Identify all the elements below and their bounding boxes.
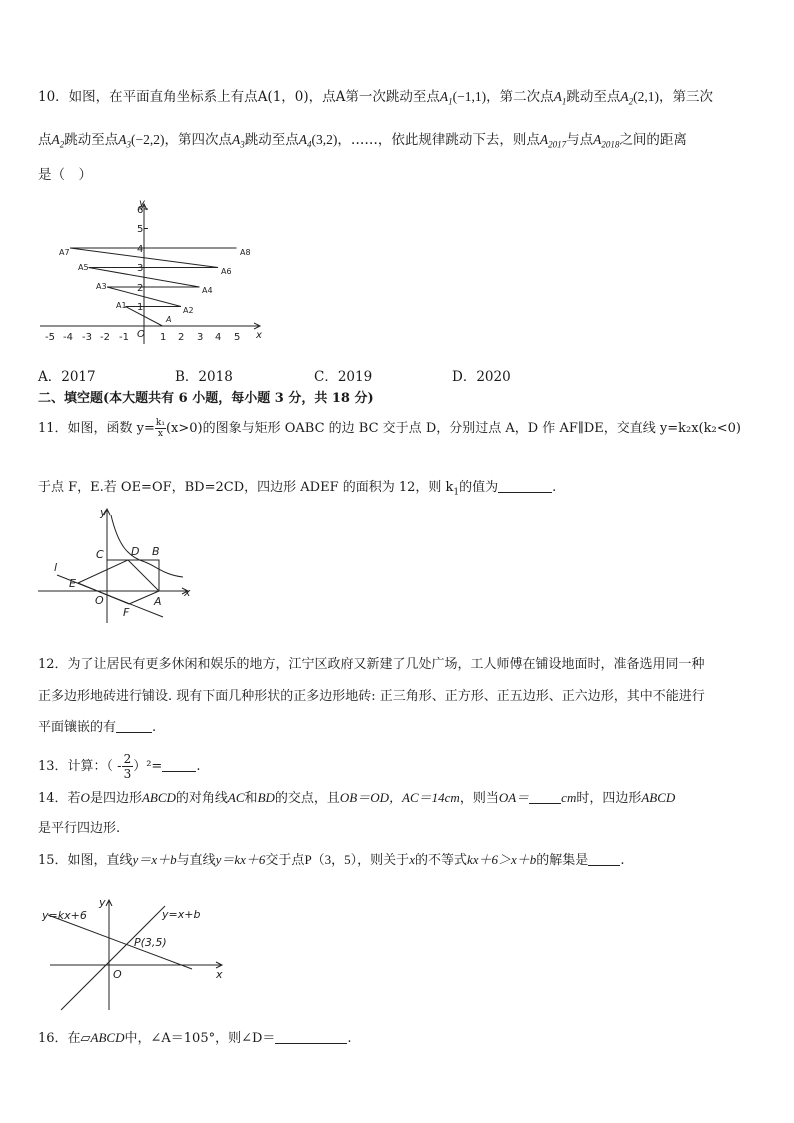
point-label-a8: A8	[240, 248, 251, 257]
choice-a: A．2017	[38, 369, 96, 385]
q16-answer-blank[interactable]	[275, 1029, 347, 1044]
label-e: E	[69, 577, 76, 590]
q10-point-a: A(1，0)	[257, 89, 309, 105]
q10-a2018: $A_{2018}$	[593, 132, 620, 150]
q15-answer-blank[interactable]	[588, 851, 620, 866]
label-y-x-b: y=x+b	[162, 908, 201, 921]
q16-line	[38, 1029, 352, 1048]
label-x: x	[184, 586, 191, 599]
label-y-kx-6: y=kx+6	[42, 909, 87, 922]
q10-a2: $A_2$	[620, 89, 634, 107]
q14-text: 时，四边形	[576, 791, 642, 806]
hyperbola	[111, 515, 183, 577]
q11-text: .	[552, 480, 557, 495]
q10-text: 跳动至点	[244, 132, 299, 148]
x-tick-label: 5	[234, 332, 241, 343]
q14-math: AC	[227, 790, 245, 805]
q13-text: 13．计算：（ -	[38, 759, 122, 774]
label-f: F	[123, 606, 130, 619]
point-label-a6: A6	[221, 267, 232, 276]
q10-a2-coord: (2,1)	[633, 89, 660, 104]
q15-math: P（3，5）	[304, 852, 358, 867]
label-p: P(3,5)	[134, 936, 167, 949]
q10-text: 之间的距离	[619, 132, 687, 148]
q14-text: 的对角线	[175, 791, 228, 806]
label-l: l	[54, 561, 58, 574]
q14-text: ，则当	[459, 791, 499, 806]
q10-a3: $A_3$	[118, 132, 131, 150]
x-axis-label: x	[256, 330, 262, 341]
q11-line-2	[38, 478, 556, 502]
label-c: C	[96, 548, 104, 561]
q15-text: ，则关于	[357, 853, 410, 868]
q11-text: 11．如图，函数 y=	[38, 421, 155, 436]
label-b: B	[152, 545, 160, 558]
y-tick-label: 2	[137, 283, 144, 294]
x-tick-label: 4	[215, 332, 222, 343]
q14-answer-blank[interactable]	[529, 789, 561, 804]
point-label-a5: A5	[78, 263, 89, 272]
q10-text: 跳动至点	[566, 89, 621, 105]
q15-figure	[40, 894, 230, 1014]
x-tick-label: -2	[100, 332, 110, 343]
q10-text: 点	[38, 132, 52, 148]
q10-figure	[38, 200, 278, 350]
q10-a4: $A_4$	[298, 132, 312, 150]
q12-answer-blank[interactable]	[116, 718, 152, 733]
q15-text: 与直线	[176, 853, 216, 868]
q16-text: 16．在▱	[38, 1031, 91, 1046]
q10-line-1	[38, 88, 713, 111]
q15-text: 的解集是	[536, 853, 589, 868]
q14-line-2: 是平行四边形.	[38, 821, 121, 836]
q10-a4-coord: (3,2)	[311, 132, 338, 147]
q13-line	[38, 752, 200, 781]
q14-math: cm	[561, 790, 577, 805]
label-o: O	[95, 594, 104, 607]
q10-text: ，第二次点	[486, 89, 554, 105]
label-x: x	[216, 968, 223, 981]
q14-math: BD	[257, 790, 275, 805]
q14-math: ABCD	[641, 790, 676, 805]
choice-b: B．2018	[175, 369, 233, 385]
q14-math: ABCD	[141, 790, 176, 805]
q10-a3: $A_3$	[231, 132, 245, 150]
x-tick-label: -5	[45, 332, 55, 343]
q11-answer-blank[interactable]	[498, 478, 552, 493]
y-tick-label: 4	[137, 244, 144, 255]
choice-c: C．2019	[314, 369, 373, 385]
x-tick-label: 2	[178, 332, 185, 343]
point-label-a1: A1	[116, 301, 127, 310]
q13-fraction: $\frac{2}{3}$	[123, 752, 132, 781]
q15-math: y＝kx＋6	[215, 852, 266, 867]
label-y: y	[99, 896, 106, 909]
label-a: A	[154, 595, 162, 608]
y-axis-label: y	[139, 198, 145, 209]
q10-a1: $A_1$	[439, 89, 453, 107]
choice-d: D．2020	[452, 369, 511, 385]
q11-text: 的值为	[459, 480, 499, 495]
q14-math: O	[80, 790, 90, 805]
x-tick-label: 3	[197, 332, 204, 343]
q10-text: ，点A第一次跳动至点	[308, 89, 440, 105]
point-label-a2: A2	[183, 306, 194, 315]
q15-text: 的不等式	[414, 853, 467, 868]
label-o: O	[113, 968, 122, 981]
segment-ad	[128, 560, 159, 591]
q10-text: ，第四次点	[164, 132, 232, 148]
y-tick-label: 5	[137, 224, 144, 235]
q15-math: y＝x＋b	[132, 852, 177, 867]
q10-text: 跳动至点	[64, 132, 119, 148]
q15-text: 交于点	[265, 853, 305, 868]
q12-line-1: 12．为了让居民有更多休闲和娱乐的地方，江宁区政府又新建了几处广场，工人师傅在铺设地面时，准备选用同一种	[38, 657, 705, 672]
q14-text: 和	[244, 791, 258, 806]
q10-text: ，第三次	[659, 89, 714, 105]
label-d: D	[131, 545, 140, 558]
q15-text: 15．如图，直线	[38, 853, 133, 868]
q10-a1: $A_1$	[553, 89, 567, 107]
q12-line-3	[38, 718, 156, 737]
y-tick-label: 1	[137, 302, 144, 313]
q10-text: 与点	[566, 132, 594, 148]
q10-text: ，……，依此规律跳动下去，则点	[337, 132, 540, 148]
q10-text: 10．如图，在平面直角坐标系上有点	[38, 89, 258, 105]
q16-math: ABCD	[90, 1030, 125, 1045]
q10-line-3: 是（ ）	[38, 167, 92, 183]
q14-math: OB＝OD，AC＝14cm	[339, 790, 460, 805]
q12-line-2: 正多边形地砖进行铺设. 现有下面几种形状的正多边形地砖: 正三角形、正方形、正五边形、正六边形，其中不能进行	[38, 689, 705, 704]
label-y: y	[100, 506, 107, 519]
q11-line-1	[38, 418, 741, 439]
line-y-kx-6	[48, 915, 192, 969]
q13-answer-blank[interactable]	[162, 757, 196, 772]
segment-de	[78, 560, 128, 583]
q14-line-1	[38, 789, 675, 808]
q12-text: .	[152, 720, 157, 735]
q12-text: 平面镶嵌的有	[38, 720, 117, 735]
point-label-a3: A3	[96, 282, 107, 291]
q10-a2017: $A_{2017}$	[539, 132, 567, 150]
point-label-a4: A4	[202, 286, 213, 295]
q14-text: 的交点，且	[274, 791, 340, 806]
point-label-a: A	[166, 315, 172, 324]
section-heading: 二、填空题(本大题共有 6 小题，每小题 3 分，共 18 分)	[38, 391, 374, 406]
point-label-a7: A7	[59, 248, 70, 257]
q10-a1-coord: (−1,1)	[452, 89, 487, 104]
q16-text: .	[347, 1031, 352, 1046]
q13-text: .	[196, 759, 201, 774]
origin-label: O	[137, 329, 145, 340]
q15-text: .	[620, 853, 625, 868]
q13-text: ）²=	[133, 759, 163, 774]
q15-line	[38, 851, 624, 870]
q10-line-2	[38, 131, 687, 154]
q16-text: 中，∠A＝105°，则∠D＝	[124, 1031, 276, 1046]
q15-math: x	[409, 852, 415, 867]
x-tick-label: 1	[160, 332, 167, 343]
q15-math: kx＋6＞x＋b	[466, 852, 537, 867]
q10-a2: $A_2$	[51, 132, 65, 150]
y-tick-label: 6	[137, 205, 144, 216]
q11-sub: 1	[453, 487, 460, 498]
q10-a3-coord: (−2,2)	[131, 132, 165, 147]
q14-text: 14．若	[38, 791, 81, 806]
q11-figure	[38, 505, 198, 625]
q11-text: (x>0)的图象与矩形 OABC 的边 BC 交于点 D，分别过点 A，D 作 AF∥DE，交直线 y=k₂x(k₂<0)	[165, 421, 741, 436]
q14-math: OA＝	[498, 790, 530, 805]
y-tick-label: 3	[137, 263, 144, 274]
x-tick-label: -3	[82, 332, 92, 343]
q11-text: 于点 F，E.若 OE=OF，BD=2CD，四边形 ADEF 的面积为 12，则 k	[38, 480, 454, 495]
q14-text: 是四边形	[89, 791, 142, 806]
x-tick-label: -4	[63, 332, 73, 343]
q11-fraction: $\frac{\text{k₁}}{x}$	[155, 418, 165, 439]
x-tick-label: -1	[119, 332, 129, 343]
